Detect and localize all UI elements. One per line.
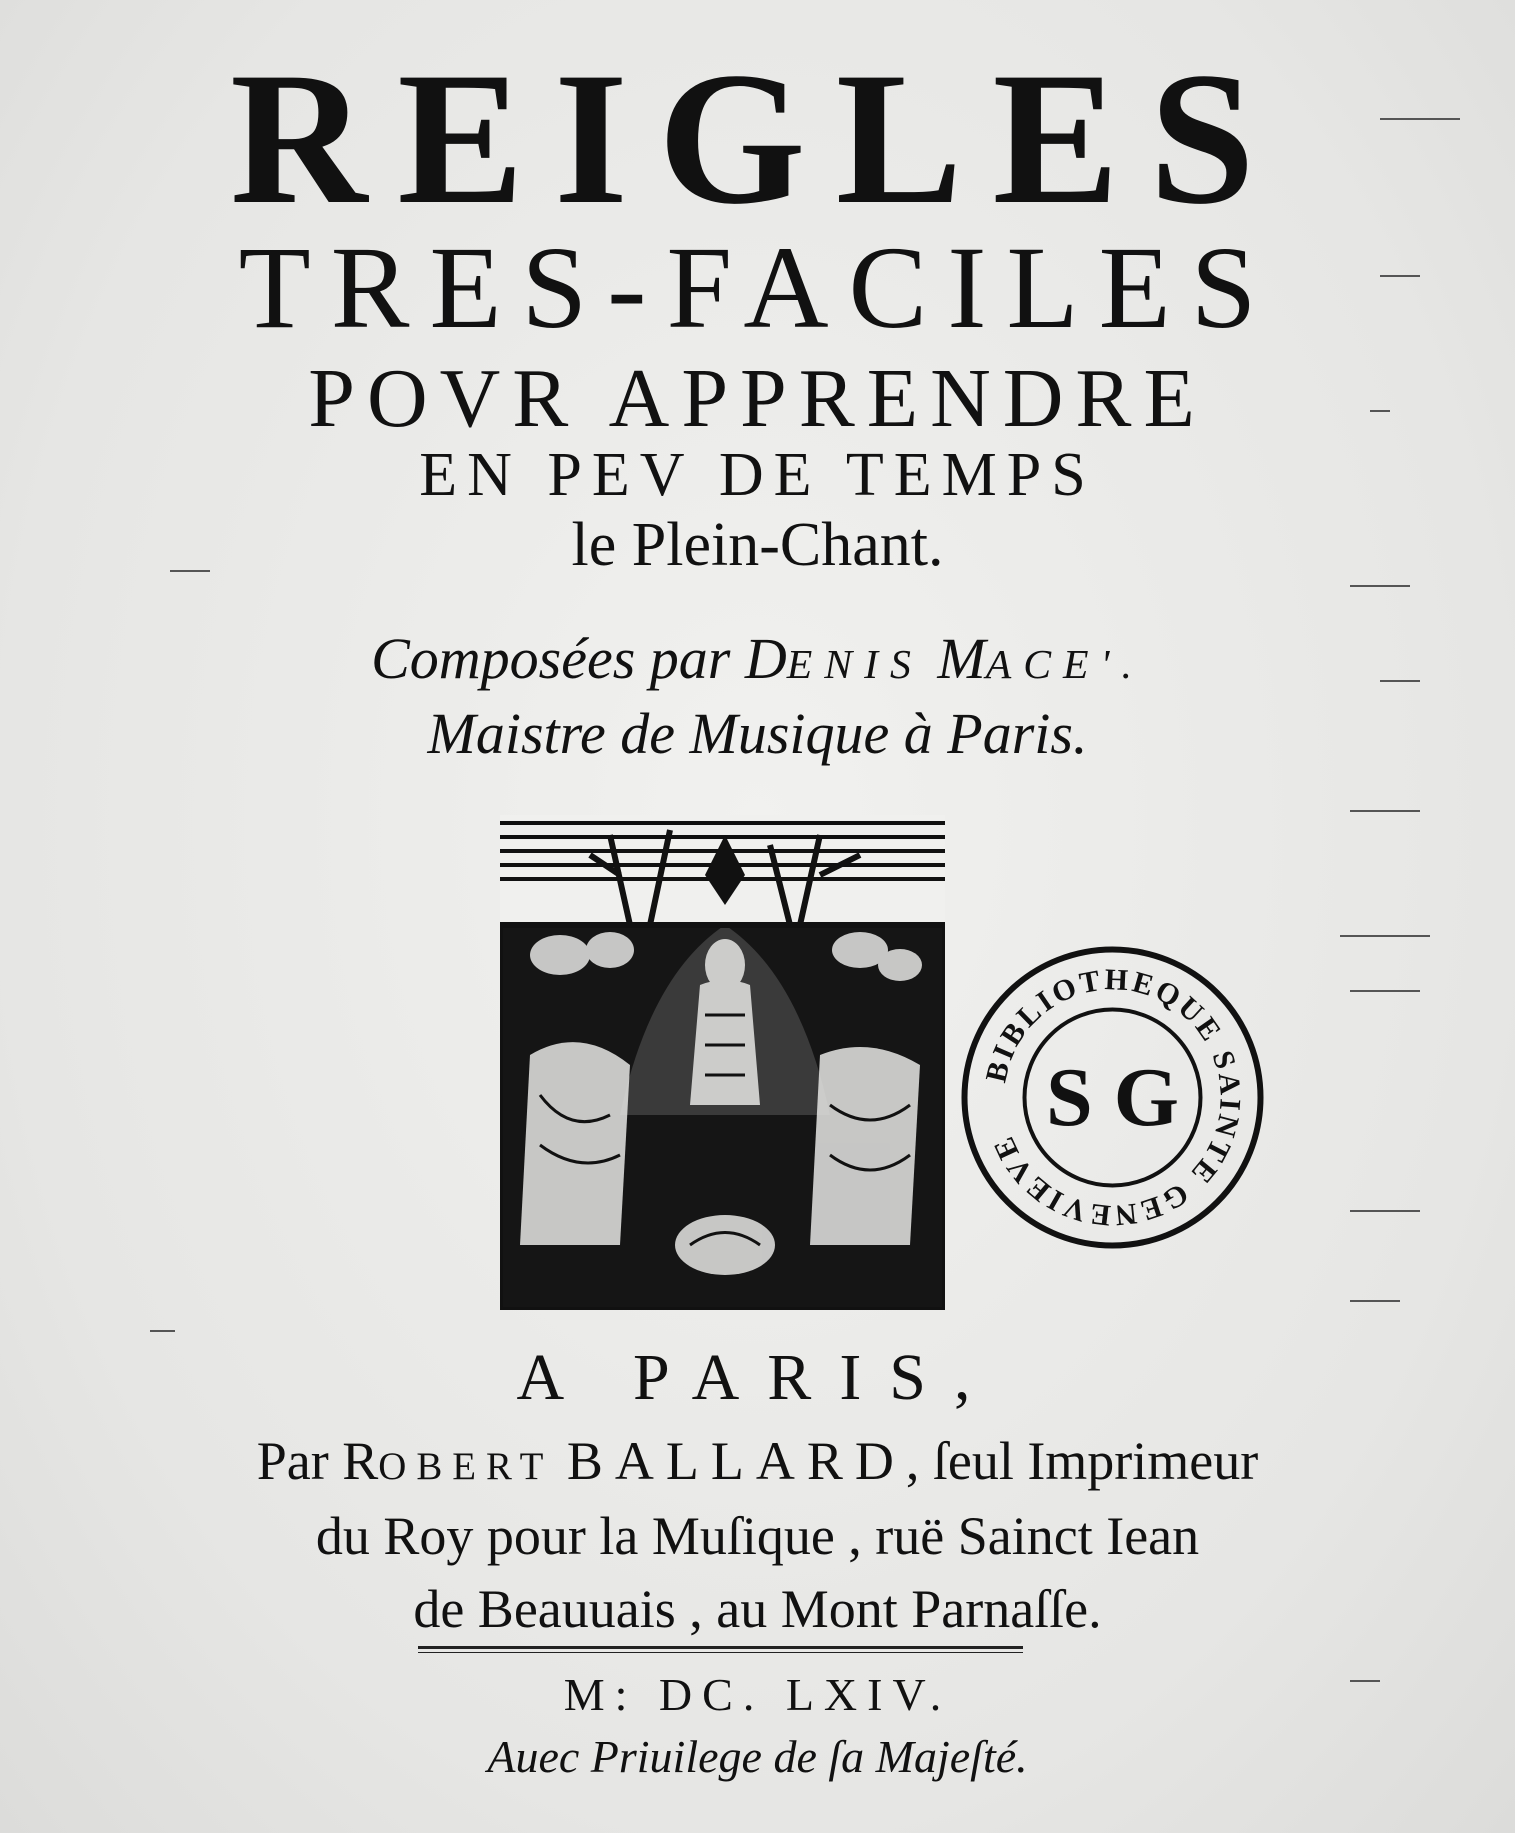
- author-last-initial: M: [937, 626, 986, 691]
- margin-mark: [1340, 935, 1430, 937]
- privilege-line: Auec Priuilege de ſa Majeſté.: [487, 1731, 1028, 1782]
- author-last-rest: ACE'.: [985, 642, 1144, 688]
- imprint-city: A PARIS,: [516, 1341, 999, 1414]
- margin-mark: [1350, 1300, 1400, 1302]
- margin-mark: [1350, 1680, 1380, 1682]
- margin-mark: [150, 1330, 175, 1332]
- margin-mark: [1380, 275, 1420, 277]
- imprint-date: M: DC. LXIV.: [563, 1669, 952, 1720]
- imprint-ballard: BALLARD: [566, 1431, 906, 1491]
- margin-mark: [1350, 1210, 1420, 1212]
- title-line-4: EN PEV DE TEMPS: [419, 441, 1096, 509]
- margin-mark: [170, 570, 210, 572]
- imprint-rule-thin: [418, 1652, 1023, 1653]
- margin-mark: [1350, 585, 1410, 587]
- stamp-monogram: S G: [1045, 1051, 1180, 1144]
- imprint-r: R: [342, 1431, 379, 1491]
- woodcut-illustration: [500, 815, 945, 1310]
- margin-mark: [1350, 810, 1420, 812]
- author-first-initial: D: [744, 626, 787, 691]
- author-line: [0, 625, 1515, 692]
- title-line-2: TRES-FACILES: [238, 222, 1277, 353]
- author-title-line: Maistre de Musique à Paris.: [427, 701, 1088, 766]
- imprint-rule: [418, 1646, 1023, 1649]
- title-line-1: REIGLES: [230, 34, 1285, 244]
- imprint-line-1: [0, 1430, 1515, 1492]
- imprint-par: Par: [256, 1431, 329, 1491]
- margin-mark: [1370, 410, 1390, 412]
- title-line-5: le Plein-Chant.: [571, 511, 944, 579]
- author-prefix: Composées par: [371, 626, 731, 691]
- imprint-suffix: , ſeul Imprimeur: [905, 1431, 1259, 1491]
- imprint-line-3: de Beauuais , au Mont Parnaſſe.: [413, 1579, 1102, 1639]
- library-stamp: [960, 945, 1265, 1250]
- margin-mark: [1350, 990, 1420, 992]
- author-first-rest: ENIS: [786, 642, 923, 688]
- stamp-ring-text: BIBLIOTHEQUE SAINTE GENEVIEVE: [979, 963, 1248, 1233]
- imprint-obert: OBERT: [378, 1445, 554, 1488]
- title-line-3: POVR APPRENDRE: [308, 352, 1207, 445]
- margin-mark: [1380, 118, 1460, 120]
- imprint-line-2: du Roy pour la Muſique , ruë Sainct Iean: [315, 1506, 1200, 1566]
- margin-mark: [1380, 680, 1420, 682]
